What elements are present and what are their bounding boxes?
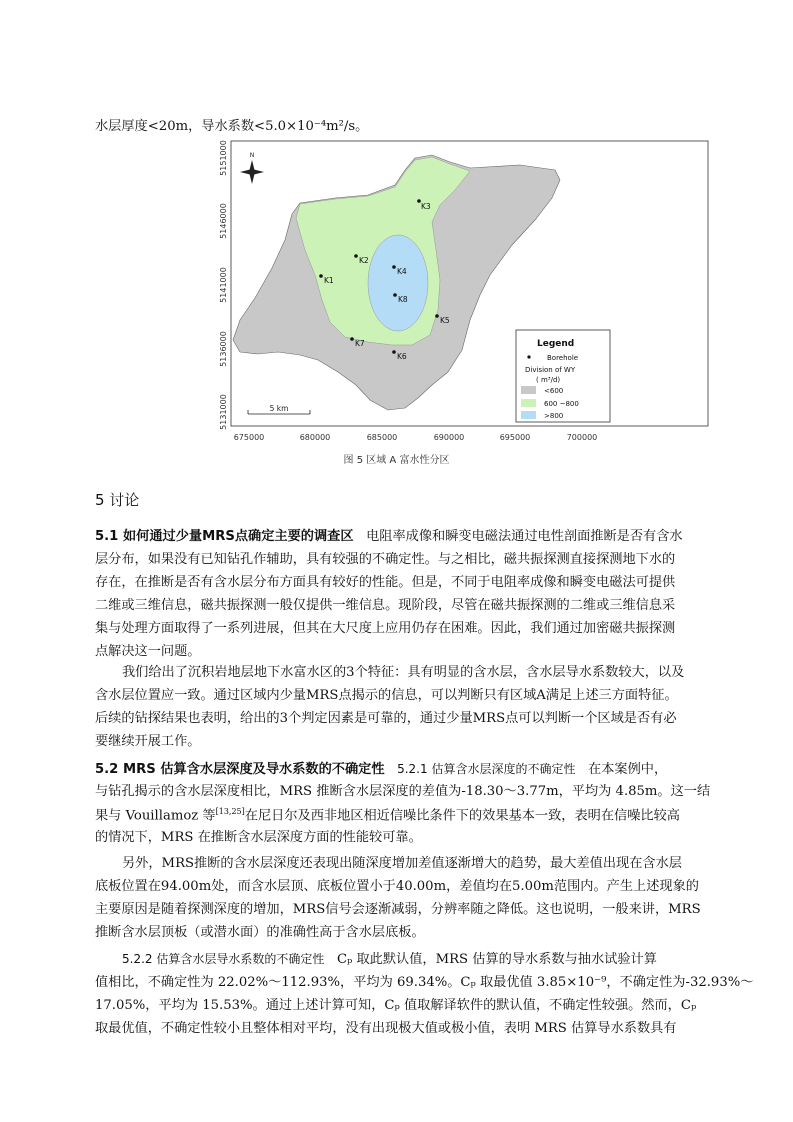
svg-text:>800: >800 [544, 412, 564, 420]
borehole-label: K1 [324, 276, 334, 285]
borehole-point [350, 337, 354, 341]
svg-text:5 km: 5 km [269, 404, 289, 413]
borehole-label: K6 [397, 352, 407, 361]
svg-text:Division of WY: Division of WY [525, 366, 576, 374]
water-richness-map [0, 0, 793, 460]
borehole-point [354, 254, 358, 258]
paragraph-line: 17.05%，平均为 15.53%。通过上述计算可知，Cₚ 值取解译软件的默认值，不确定性较强。然而，Cₚ [95, 998, 697, 1013]
legend-swatch [521, 386, 536, 394]
paragraph-line: 的情况下，MRS 在推断含水层深度方面的性能较可靠。 [95, 830, 422, 845]
legend [516, 330, 610, 422]
x-tick-label: 680000 [299, 433, 331, 442]
x-tick-label: 700000 [566, 433, 598, 442]
borehole-point [392, 350, 396, 354]
paragraph-line: 底板位置在94.00m处，而含水层顶、底板位置小于40.00m，差值均在5.00m范围内。产生上述现象的 [95, 879, 699, 894]
borehole-point [392, 265, 396, 269]
x-tick-label: 675000 [233, 433, 265, 442]
paragraph-line: 存在，在推断是否有含水层分布方面具有较好的性能。但是，不同于电阻率成像和瞬变电磁法可提供 [95, 575, 676, 590]
paragraph-line: 5.2 MRS 估算含水层深度及导水系数的不确定性 5.2.1 估算含水层深度的不确定性 在本案例中， [95, 762, 668, 777]
paragraph-line: 另外，MRS推断的含水层深度还表现出随深度增加差值逐渐增大的趋势，最大差值出现在含水层 [122, 856, 682, 871]
svg-text:600 ~800: 600 ~800 [544, 400, 579, 408]
zone-gt800 [368, 235, 428, 331]
section-heading: 5 讨论 [95, 491, 140, 509]
borehole-label: K8 [398, 295, 408, 304]
borehole-point [393, 293, 397, 297]
figure-caption: 图 5 区域 A 富水性分区 [343, 455, 450, 466]
x-tick-label: 695000 [499, 433, 531, 442]
legend-swatch [521, 399, 536, 407]
subsection-heading: 5.1 如何通过少量MRS点确定主要的调查区 [95, 529, 354, 544]
svg-text:N: N [249, 152, 255, 159]
paragraph-line: 我们给出了沉积岩地层地下水富水区的3个特征：具有明显的含水层，含水层导水系数较大，以及 [122, 665, 685, 680]
subsection-heading: 5.2 MRS 估算含水层深度及导水系数的不确定性 [95, 762, 385, 777]
paragraph-line: 水层厚度<20m，导水系数<5.0×10⁻⁴m²/s。 [95, 119, 369, 134]
paragraph-line: 要继续开展工作。 [95, 734, 201, 749]
borehole-point [435, 314, 439, 318]
paragraph-line: 主要原因是随着探测深度的增加，MRS信号会逐渐减弱，分辨率随之降低。这也说明，一般来讲，MRS [95, 902, 701, 917]
legend-title: Legend [537, 339, 575, 349]
subsubsection-heading: 5.2.2 估算含水层导水系数的不确定性 [122, 952, 325, 966]
citation: [13,25] [215, 807, 245, 816]
paragraph-line: 集与处理方面取得了一系列进展，但其在大尺度上应用仍存在困难。因此，我们通过加密磁共振探测 [95, 621, 676, 636]
paragraph-line: 5.2.2 估算含水层导水系数的不确定性 Cₚ 取此默认值，MRS 估算的导水系数与抽水试验计算 [122, 952, 657, 967]
svg-text:( m³/d): ( m³/d) [536, 376, 561, 384]
subsubsection-heading: 5.2.1 估算含水层深度的不确定性 [397, 762, 576, 776]
y-tick-label: 5136000 [219, 331, 228, 367]
y-axis [219, 140, 228, 430]
svg-text:Borehole: Borehole [547, 354, 579, 362]
svg-text:<600: <600 [544, 387, 564, 395]
paragraph-line: 层分布，如果没有已知钻孔作辅助，具有较强的不确定性。与之相比，磁共振探测直接探测地下水的 [95, 552, 676, 567]
paragraph-line: 后续的钻探结果也表明，给出的3个判定因素是可靠的，通过少量MRS点可以判断一个区域是否有必 [95, 711, 677, 726]
x-tick-label: 685000 [366, 433, 398, 442]
paragraph-line: 果与 Vouillamoz 等[13,25]在尼日尔及西非地区相近信噪比条件下的效果基本一致，表明在信噪比较高 [95, 807, 680, 824]
borehole-label: K2 [359, 256, 369, 265]
paragraph-line: 含水层位置应一致。通过区域内少量MRS点揭示的信息，可以判断只有区域A满足上述三方面特征。 [95, 688, 678, 703]
paragraph-line: 点解决这一问题。 [95, 644, 201, 659]
x-axis [234, 433, 598, 442]
legend-borehole-marker [527, 355, 530, 358]
paragraph-line: 值相比，不确定性为 22.02%～112.93%，平均为 69.34%。Cₚ 取最优值 3.85×10⁻⁹，不确定性为-32.93%～ [95, 975, 754, 990]
paragraph-line: 取最优值，不确定性较小且整体相对平均，没有出现极大值或极小值，表明 MRS 估算导水系数具有 [95, 1021, 677, 1036]
paragraph-line: 推断含水层顶板（或潜水面）的准确性高于含水层底板。 [95, 925, 425, 940]
borehole-label: K5 [440, 316, 450, 325]
y-tick-label: 5141000 [219, 267, 228, 303]
y-tick-label: 5131000 [219, 394, 228, 430]
paragraph-line: 二维或三维信息，磁共振探测一般仅提供一维信息。现阶段，尽管在磁共振探测的二维或三维信息采 [95, 598, 676, 613]
borehole-label: K4 [397, 267, 407, 276]
x-tick-label: 690000 [433, 433, 465, 442]
y-tick-label: 5151000 [219, 140, 228, 176]
borehole-label: K7 [355, 339, 365, 348]
paragraph-line: 与钻孔揭示的含水层深度相比，MRS 推断含水层深度的差值为-18.30～3.77m，平均为 4.85m。这一结 [95, 784, 711, 799]
borehole-point [319, 274, 323, 278]
y-tick-label: 5146000 [219, 203, 228, 239]
legend-swatch [521, 411, 536, 419]
paragraph-line: 5.1 如何通过少量MRS点确定主要的调查区 电阻率成像和瞬变电磁法通过电性剖面推断是否有含水 [95, 529, 683, 544]
borehole-label: K3 [421, 202, 431, 211]
